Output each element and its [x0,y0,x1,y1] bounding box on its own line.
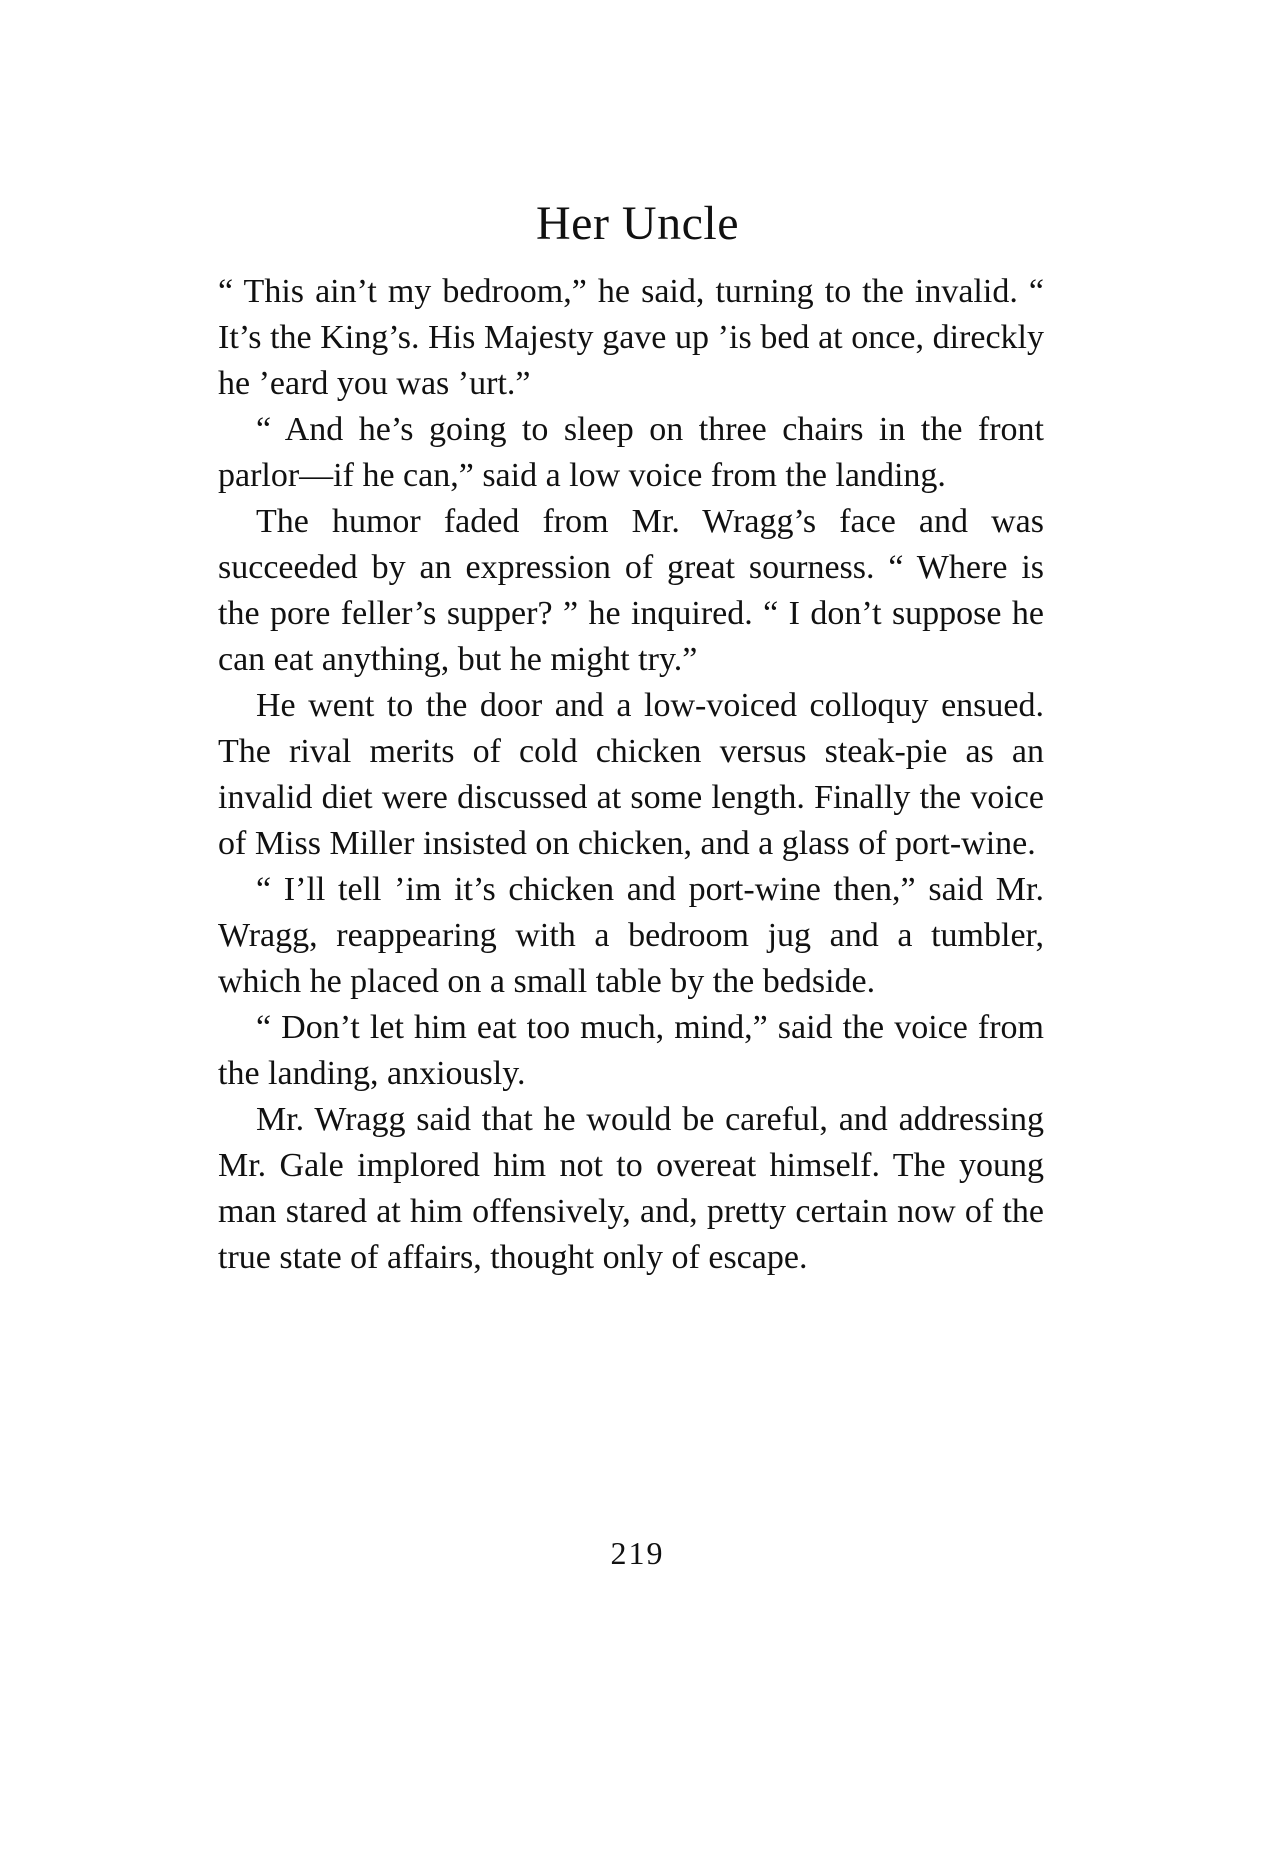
page-number: 219 [610,1535,665,1571]
body-text [218,269,1044,1281]
running-head: Her Uncle [535,197,740,250]
paragraph: Mr. Wragg said that he would be careful, and addressing Mr. Gale implored him not to overeat himself. The young man stared at him offensively, and, pretty certain now of the true state of affairs, thought only of escape. [218,1101,1044,1276]
paragraph: “ This ain’t my bedroom,” he said, turning to the invalid. “ It’s the King’s. His Majesty gave up ’is bed at once, direckly he ’eard you was ’urt.” [218,273,1044,402]
paragraph: “ I’ll tell ’im it’s chicken and port-wine then,” said Mr. Wragg, reappearing with a bedroom jug and a tumbler, which he placed on a small table by the bedside. [218,871,1044,1000]
paragraph: He went to the door and a low-voiced colloquy ensued. The rival merits of cold chicken versus steak-pie as an invalid diet were discussed at some length. Finally the voice of Miss Miller insisted on chicken, and a glass of port-wine. [218,687,1044,862]
paragraph: The humor faded from Mr. Wragg’s face and was succeeded by an expression of great sourness. “ Where is the pore feller’s supper? ” he inquired. “ I don’t suppose he can eat anything, but he might try.” [218,503,1044,678]
paragraph: “ Don’t let him eat too much, mind,” said the voice from the landing, anxiously. [218,1009,1044,1092]
paragraph: “ And he’s going to sleep on three chairs in the front parlor—if he can,” said a low voice from the landing. [218,411,1044,494]
